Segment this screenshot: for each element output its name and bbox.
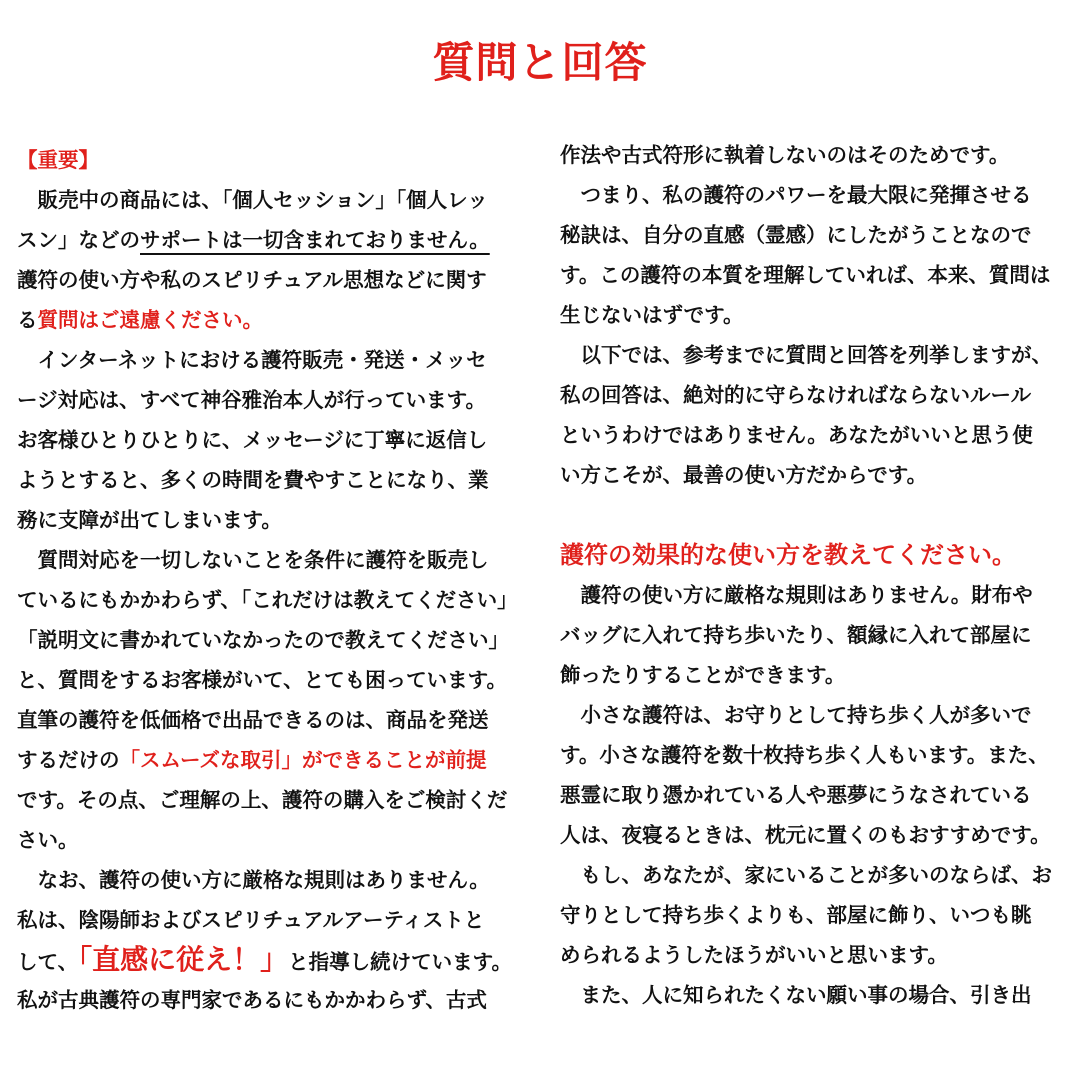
paragraph-line — [17, 940, 527, 980]
paragraph-line: 飾ったりすることができます。 — [560, 663, 846, 687]
paragraph-line: つまり、私の護符のパワーを最大限に発揮させる — [560, 183, 1032, 207]
paragraph-line: められるようしたほうがいいと思います。 — [560, 943, 948, 967]
paragraph-line: 務に支障が出てしまいます。 — [17, 508, 282, 532]
highlight-text: 「スムーズな取引」ができることが前提 — [119, 748, 487, 772]
important-heading: 【重要】 — [17, 148, 99, 172]
paragraph-line: 以下では、参考までに質問と回答を列挙しますが、 — [560, 343, 1052, 367]
paragraph-line: 作法や古式符形に執着しないのはそのためです。 — [560, 143, 1010, 167]
paragraph-line: す。この護符の本質を理解していれば、本来、質問は — [560, 263, 1051, 287]
text-span: して、 — [17, 950, 79, 974]
text-span: と指導し続けています。 — [288, 950, 512, 974]
paragraph-line: 私が古典護符の専門家であるにもかかわらず、古式 — [17, 988, 487, 1012]
paragraph-line: 「説明文に書かれていなかったので教えてください」 — [17, 628, 509, 652]
paragraph-line: 私の回答は、絶対的に守らなければならないルール — [560, 383, 1032, 407]
paragraph-line: 守りとして持ち歩くよりも、部屋に飾り、いつも眺 — [560, 903, 1032, 927]
paragraph-line: 生じないはずです。 — [560, 303, 744, 327]
paragraph-line: 悪霊に取り憑かれている人や悪夢にうなされている — [560, 783, 1032, 807]
paragraph-line: い方こそが、最善の使い方だからです。 — [560, 463, 928, 487]
paragraph-line: お客様ひとりひとりに、メッセージに丁寧に返信し — [17, 428, 488, 452]
paragraph-line — [17, 740, 527, 780]
left-column — [17, 140, 527, 1020]
paragraph-line: 小さな護符は、お守りとして持ち歩く人が多いで — [560, 703, 1032, 727]
underlined-text: サポートは一切含まれておりません。 — [140, 228, 490, 252]
spacer — [560, 495, 1066, 535]
highlight-text: 質問はご遠慮ください。 — [37, 308, 263, 332]
page-title: 質問と回答 — [432, 38, 648, 87]
text-span: スン」などの — [17, 228, 140, 252]
paragraph-line: 護符の使い方や私のスピリチュアル思想などに関す — [17, 268, 487, 292]
paragraph-line: なお、護符の使い方に厳格な規則はありません。 — [17, 868, 490, 892]
paragraph-line — [17, 220, 527, 260]
paragraph-line: 人は、夜寝るときは、枕元に置くのもおすすめです。 — [560, 823, 1051, 847]
paragraph-line: というわけではありません。あなたがいいと思う使 — [560, 423, 1033, 447]
question-heading: 護符の効果的な使い方を教えてください。 — [560, 541, 1016, 569]
right-column — [560, 135, 1066, 1015]
paragraph-line: さい。 — [17, 828, 79, 852]
paragraph-line: す。小さな護符を数十枚持ち歩く人もいます。また、 — [560, 743, 1049, 767]
paragraph-line: と、質問をするお客様がいて、とても困っています。 — [17, 668, 507, 692]
paragraph-line: です。その点、ご理解の上、護符の購入をご検討くだ — [17, 788, 508, 812]
paragraph-line: 販売中の商品には、「個人セッション」「個人レッ — [17, 188, 488, 212]
paragraph-line: ージ対応は、すべて神谷雅治本人が行っています。 — [17, 388, 487, 412]
paragraph-line: 私は、陰陽師およびスピリチュアルアーティストと — [17, 908, 485, 932]
paragraph-line — [17, 300, 527, 340]
paragraph-line: ているにもかかわらず、「これだけは教えてください」 — [17, 588, 518, 612]
paragraph-line: 直筆の護符を低価格で出品できるのは、商品を発送 — [17, 708, 489, 732]
paragraph-line: もし、あなたが、家にいることが多いのならば、お — [560, 863, 1052, 887]
paragraph-line: 質問対応を一切しないことを条件に護符を販売し — [17, 548, 489, 572]
paragraph-line: 護符の使い方に厳格な規則はありません。財布や — [560, 583, 1033, 607]
paragraph-line: バッグに入れて持ち歩いたり、額縁に入れて部屋に — [560, 623, 1032, 647]
paragraph-line: インターネットにおける護符販売・発送・メッセ — [17, 348, 487, 372]
paragraph-line: また、人に知られたくない願い事の場合、引き出 — [560, 983, 1032, 1007]
paragraph-line: ようとすると、多くの時間を費やすことになり、業 — [17, 468, 489, 492]
text-span: するだけの — [17, 748, 120, 772]
paragraph-line: 秘訣は、自分の直感（霊感）にしたがうことなので — [560, 223, 1032, 247]
emphasis-text: 「直感に従え！」 — [78, 943, 289, 976]
text-span: る — [17, 308, 38, 332]
